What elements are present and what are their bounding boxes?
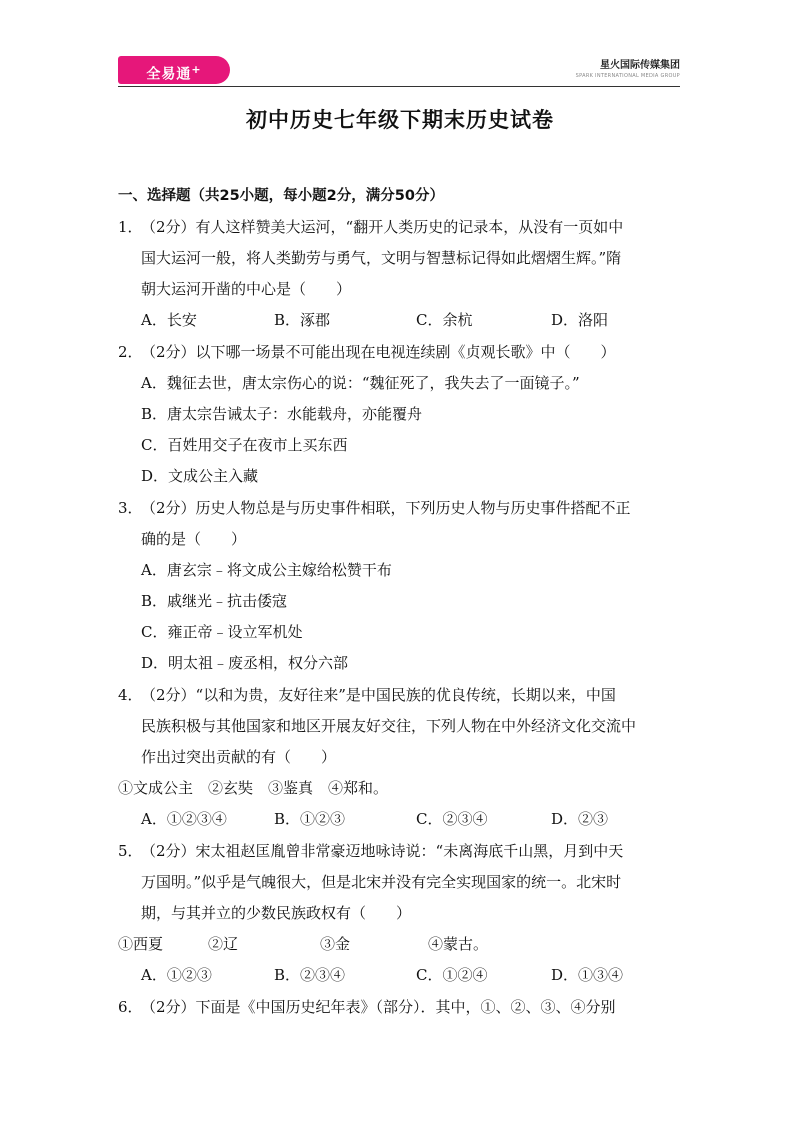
option-c[interactable]: C．雍正帝﹣设立军机处 bbox=[141, 623, 303, 641]
option-c[interactable]: C．百姓用交子在夜市上买东西 bbox=[141, 436, 348, 454]
item-3: ③金 bbox=[320, 935, 351, 953]
options-row bbox=[118, 804, 688, 835]
option-b[interactable]: B．①②③ bbox=[274, 810, 346, 828]
question-number: 2． bbox=[118, 343, 143, 361]
question-number: 4． bbox=[118, 686, 143, 704]
quanyitong-logo bbox=[118, 56, 230, 84]
question-text-line: 作出过突出贡献的有（ ） bbox=[141, 748, 337, 766]
question-6 bbox=[118, 992, 688, 1023]
question-number: 5． bbox=[118, 842, 143, 860]
option-a[interactable]: A．①②③ bbox=[141, 966, 212, 984]
brand-subtitle: SPARK INTERNATIONAL MEDIA GROUP bbox=[575, 73, 680, 79]
question-text-line: （2分）以下哪一场景不可能出现在电视连续剧《贞观长歌》中（ ） bbox=[141, 343, 616, 361]
question-number: 3． bbox=[118, 499, 143, 517]
question-text-line: 万国明。”似乎是气魄很大，但是北宋并没有完全实现国家的统一。北宋时 bbox=[141, 873, 622, 891]
page-header bbox=[118, 56, 680, 88]
option-b[interactable]: B．唐太宗告诫太子：水能载舟，亦能覆舟 bbox=[141, 405, 423, 423]
option-a[interactable]: A．①②③④ bbox=[141, 810, 227, 828]
question-number: 6． bbox=[118, 998, 143, 1016]
question-text-line: 国大运河一般，将人类勤劳与勇气，文明与智慧标记得如此熠熠生辉。”隋 bbox=[141, 249, 622, 267]
question-text-line: 民族积极与其他国家和地区开展友好交往，下列人物在中外经济文化交流中 bbox=[141, 717, 637, 735]
question-text-line: 期，与其并立的少数民族政权有（ ） bbox=[141, 904, 412, 922]
item-2: ②辽 bbox=[208, 935, 239, 953]
question-text-line: 朝大运河开凿的中心是（ ） bbox=[141, 280, 352, 298]
question-text-line: （2分）有人这样赞美大运河，“翻开人类历史的记录本，从没有一页如中 bbox=[141, 218, 624, 236]
section-heading: 一、选择题（共25小题，每小题2分，满分50分） bbox=[118, 188, 444, 204]
option-d[interactable]: D．明太祖﹣废丞相，权分六部 bbox=[141, 654, 349, 672]
option-c[interactable]: C．①②④ bbox=[416, 966, 488, 984]
option-a[interactable]: A．魏征去世，唐太宗伤心的说：“魏征死了，我失去了一面镜子。” bbox=[141, 374, 580, 392]
question-text-line: （2分）历史人物总是与历史事件相联，下列历史人物与历史事件搭配不正 bbox=[141, 499, 631, 517]
question-text-line: （2分）“以和为贵，友好往来”是中国民族的优良传统，长期以来，中国 bbox=[141, 686, 616, 704]
option-b[interactable]: B．②③④ bbox=[274, 966, 346, 984]
question-items: ①文成公主 ②玄奘 ③鉴真 ④郑和。 bbox=[118, 779, 389, 797]
question-text-line: （2分）下面是《中国历史纪年表》（部分）．其中，①、②、③、④分别 bbox=[141, 998, 616, 1016]
question-2 bbox=[118, 337, 688, 368]
option-d[interactable]: D．②③ bbox=[551, 810, 609, 828]
page-title: 初中历史七年级下期末历史试卷 bbox=[246, 107, 554, 132]
item-1: ①西夏 bbox=[118, 935, 164, 953]
question-text-line: （2分）宋太祖赵匡胤曾非常豪迈地咏诗说：“未离海底千山黑，月到中天 bbox=[141, 842, 624, 860]
option-c[interactable]: C．余杭 bbox=[416, 311, 473, 329]
option-c[interactable]: C．②③④ bbox=[416, 810, 488, 828]
option-d[interactable]: D．洛阳 bbox=[551, 311, 609, 329]
item-4: ④蒙古。 bbox=[428, 935, 489, 953]
question-1 bbox=[118, 212, 688, 305]
option-a[interactable]: A．唐玄宗﹣将文成公主嫁给松赞干布 bbox=[141, 561, 392, 579]
options-row bbox=[118, 305, 688, 336]
question-number: 1． bbox=[118, 218, 143, 236]
question-text-line: 确的是（ ） bbox=[141, 530, 247, 548]
option-a[interactable]: A．长安 bbox=[141, 311, 197, 329]
question-4 bbox=[118, 680, 688, 773]
brand-name: 星火国际传媒集团 bbox=[600, 60, 680, 71]
header-divider bbox=[118, 86, 680, 87]
question-items bbox=[118, 929, 688, 960]
logo-text: 全易通 bbox=[146, 66, 192, 83]
option-d[interactable]: D．文成公主入藏 bbox=[141, 467, 259, 485]
option-b[interactable]: B．涿郡 bbox=[274, 311, 331, 329]
options-row bbox=[118, 960, 688, 991]
option-b[interactable]: B．戚继光﹣抗击倭寇 bbox=[141, 592, 288, 610]
option-d[interactable]: D．①③④ bbox=[551, 966, 624, 984]
logo-plus: + bbox=[191, 63, 202, 76]
exam-content bbox=[118, 182, 688, 1023]
question-5 bbox=[118, 836, 688, 929]
question-3 bbox=[118, 493, 688, 555]
brand-block bbox=[576, 60, 680, 80]
